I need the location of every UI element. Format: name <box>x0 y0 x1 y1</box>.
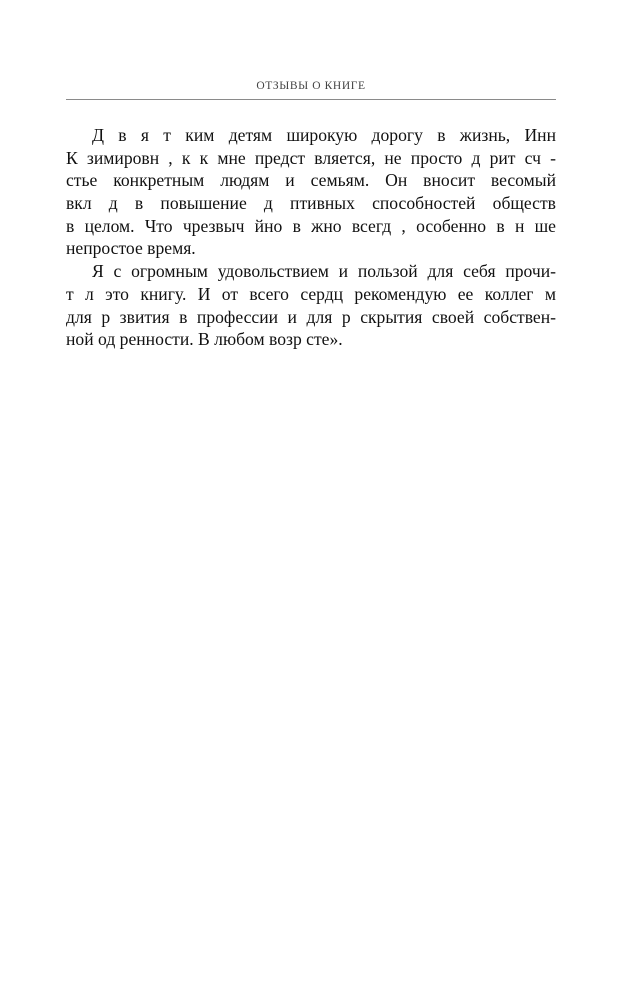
text-line: ной од ренности. В любом возр сте». <box>66 329 343 350</box>
text-line: Д в я т ким детям широкую дорогу в жизнь, Инн <box>92 125 556 145</box>
paragraph-2 <box>66 260 556 351</box>
text-line: стье конкретным людям и семьям. Он вносит весомый <box>66 170 556 191</box>
text-line: непростое время. <box>66 238 196 259</box>
paragraph-1 <box>66 124 556 260</box>
text-line: в целом. Что чрезвыч йно в жно всегд , особенно в н ше <box>66 215 556 236</box>
text-line: т л это книгу. И от всего сердц рекомендую ее коллег м <box>66 283 556 304</box>
text-line: для р звития в профессии и для р скрытия своей собствен- <box>66 306 556 327</box>
body-text <box>66 124 556 351</box>
header-rule <box>66 99 556 100</box>
running-head: ОТЗЫВЫ О КНИГЕ <box>256 80 366 92</box>
text-line: К зимировн , к к мне предст вляется, не просто д рит сч - <box>66 147 556 168</box>
text-line: вкл д в повышение д птивных способностей обществ <box>66 193 556 214</box>
text-line: Я с огромным удовольствием и пользой для себя прочи- <box>92 261 556 282</box>
